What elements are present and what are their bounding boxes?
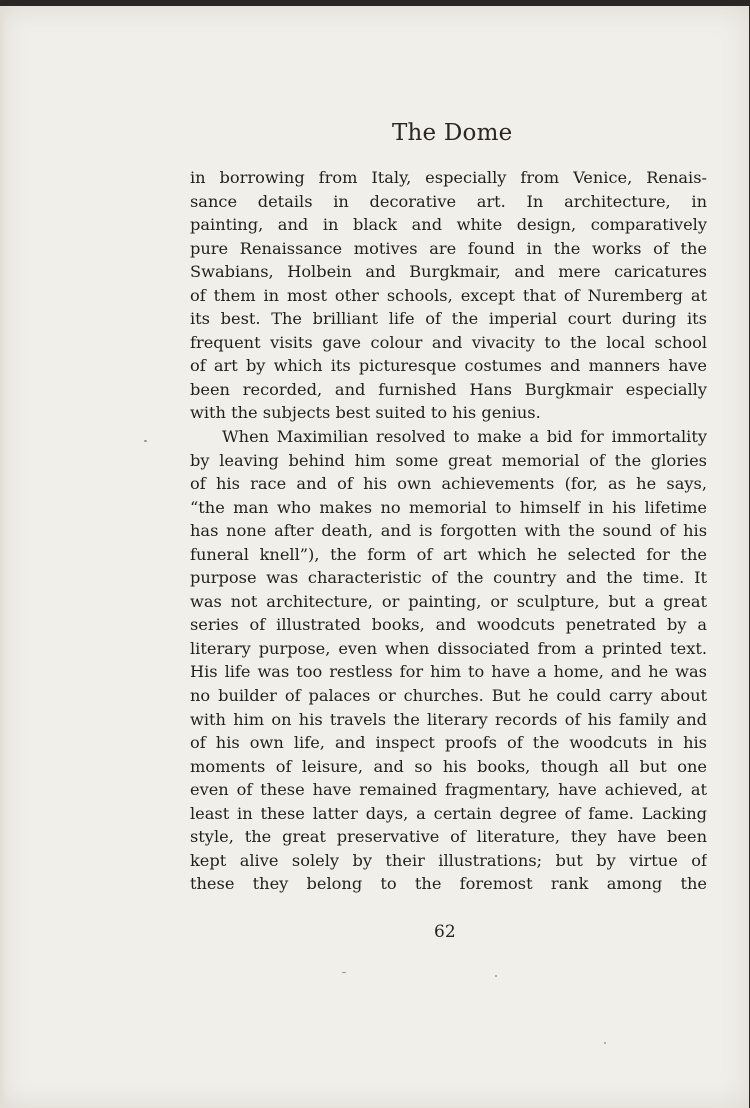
text-line: these they belong to the foremost rank among the [190,874,707,894]
text-line: least in these latter days, a certain degree of fame. Lacking [190,803,707,823]
text-line: purpose was characteristic of the country and the time. It [190,568,707,588]
text-line: sance details in decorative art. In architecture, in [190,191,707,211]
book-page [0,6,749,1108]
body-text [190,166,707,896]
text-line: its best. The brilliant life of the imperial court during its [190,309,707,329]
text-line: with the subjects best suited to his genius. [190,403,541,423]
text-line: frequent visits gave colour and vivacity to the local school [190,332,707,352]
text-line: kept alive solely by their illustrations; but by virtue of [190,850,707,870]
text-line: painting, and in black and white design, comparatively [190,215,707,235]
text-line: has none after death, and is forgotten with the sound of his [190,521,707,541]
text-line: by leaving behind him some great memorial of the glories [190,450,707,470]
text-line: When Maximilian resolved to make a bid for immortality [222,427,707,447]
text-line: in borrowing from Italy, especially from Venice, Renais- [190,168,707,187]
text-line: of art by which its picturesque costumes and manners have [190,356,707,376]
running-head: The Dome [392,120,513,146]
paper-speck [342,972,346,973]
text-line: “the man who makes no memorial to himself in his lifetime [190,497,707,517]
paper-speck [604,1042,606,1044]
text-line: was not architecture, or painting, or sculpture, but a great [190,591,707,611]
paper-speck [495,975,497,977]
text-line: of his own life, and inspect proofs of the woodcuts in his [190,733,707,753]
text-line: even of these have remained fragmentary, have achieved, at [190,780,707,800]
text-line: moments of leisure, and so his books, though all but one [190,756,707,776]
page-number: 62 [434,922,456,942]
text-line: His life was too restless for him to have a home, and he was [190,662,707,682]
paper-speck [144,440,147,442]
text-line: style, the great preservative of literature, they have been [190,827,707,847]
text-line: pure Renaissance motives are found in the works of the [190,238,707,258]
text-line: no builder of palaces or churches. But he could carry about [190,686,707,706]
text-line: funeral knell”), the form of art which he selected for the [190,544,707,564]
text-line: series of illustrated books, and woodcuts penetrated by a [190,615,707,635]
text-line: literary purpose, even when dissociated from a printed text. [190,638,707,658]
text-line: of his race and of his own achievements (for, as he says, [190,474,707,494]
text-line: of them in most other schools, except that of Nuremberg at [190,285,707,305]
text-line: Swabians, Holbein and Burgkmair, and mere caricatures [190,262,707,282]
text-line: with him on his travels the literary records of his family and [190,709,707,729]
text-line: been recorded, and furnished Hans Burgkmair especially [190,379,707,399]
